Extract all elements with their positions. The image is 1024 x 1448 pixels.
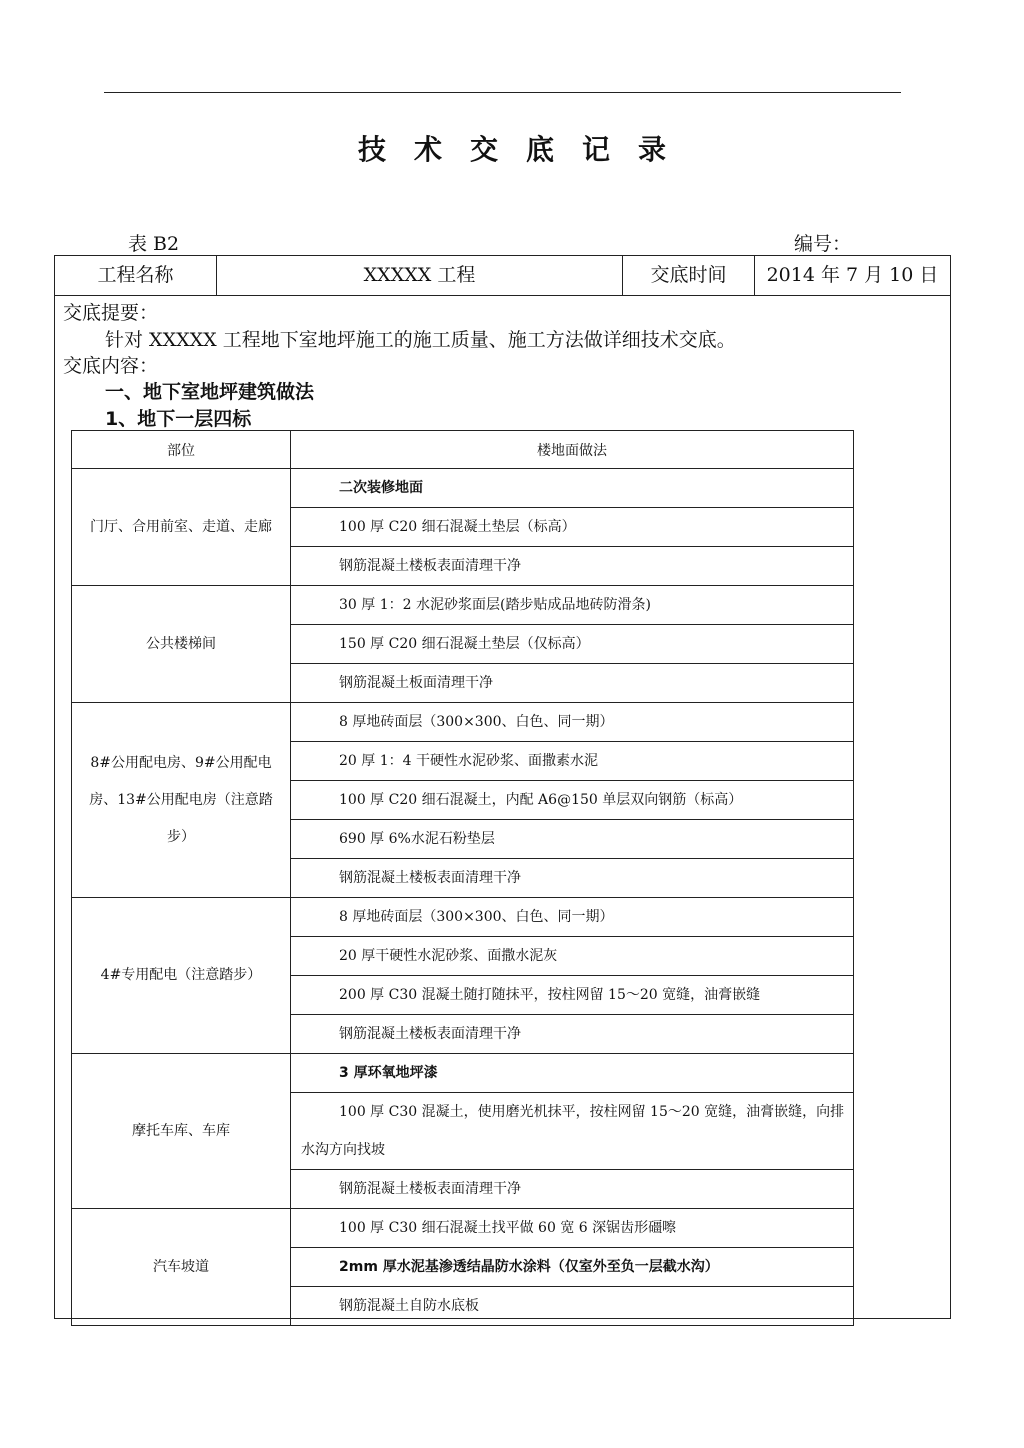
project-name-label: 工程名称 [55, 256, 217, 295]
method-cell: 3 厚环氧地坪漆 [291, 1054, 854, 1093]
method-cell: 8 厚地砖面层（300×300、白色、同一期） [291, 898, 854, 937]
part-cell: 门厅、合用前室、走道、走廊 [72, 469, 291, 586]
table-row [72, 1209, 854, 1248]
table-row [72, 469, 854, 508]
part-cell: 4#专用配电（注意踏步） [72, 898, 291, 1054]
method-cell: 钢筋混凝土楼板表面清理干净 [291, 1015, 854, 1054]
part-cell: 摩托车库、车库 [72, 1054, 291, 1209]
project-name-value: XXXXX 工程 [217, 256, 623, 295]
part-cell: 8#公用配电房、9#公用配电房、13#公用配电房（注意踏步） [72, 703, 291, 898]
method-cell: 2mm 厚水泥基渗透结晶防水涂料（仅室外至负一层截水沟） [291, 1248, 854, 1287]
table-row [72, 898, 854, 937]
method-cell: 100 厚 C20 细石混凝土垫层（标高） [291, 508, 854, 547]
summary-text: 针对 XXXXX 工程地下室地坪施工的施工质量、施工方法做详细技术交底。 [105, 329, 736, 351]
method-cell: 150 厚 C20 细石混凝土垫层（仅标高） [291, 625, 854, 664]
header-row [55, 256, 950, 296]
top-rule [104, 92, 901, 93]
method-cell: 钢筋混凝土楼板表面清理干净 [291, 859, 854, 898]
table-row [72, 1054, 854, 1093]
part-cell: 公共楼梯间 [72, 586, 291, 703]
method-cell: 二次装修地面 [291, 469, 854, 508]
method-cell: 100 厚 C30 细石混凝土找平做 60 宽 6 深锯齿形礓嚓 [291, 1209, 854, 1248]
method-cell: 20 厚干硬性水泥砂浆、面撒水泥灰 [291, 937, 854, 976]
table-header-row [72, 431, 854, 469]
method-cell: 钢筋混凝土自防水底板 [291, 1287, 854, 1326]
floor-method-table [71, 430, 854, 1326]
sub-heading: 1、地下一层四标 [105, 408, 252, 430]
summary-label: 交底提要： [63, 302, 159, 324]
method-cell: 100 厚 C20 细石混凝土，内配 A6@150 单层双向钢筋（标高） [291, 781, 854, 820]
section-heading: 一、地下室地坪建筑做法 [105, 381, 315, 403]
method-cell: 钢筋混凝土楼板表面清理干净 [291, 547, 854, 586]
table-row [72, 586, 854, 625]
form-code: 表 B2 [128, 233, 180, 255]
content-label: 交底内容： [63, 355, 159, 377]
method-cell: 200 厚 C30 混凝土随打随抹平，按柱网留 15～20 宽缝，油膏嵌缝 [291, 976, 854, 1015]
column-header-method: 楼地面做法 [291, 431, 854, 469]
method-cell: 20 厚 1：4 干硬性水泥砂浆、面撒素水泥 [291, 742, 854, 781]
method-cell: 30 厚 1：2 水泥砂浆面层(踏步贴成品地砖防滑条) [291, 586, 854, 625]
method-cell: 钢筋混凝土板面清理干净 [291, 664, 854, 703]
document-title: 技术交底记录 [357, 133, 694, 166]
method-cell: 690 厚 6%水泥石粉垫层 [291, 820, 854, 859]
part-cell: 汽车坡道 [72, 1209, 291, 1326]
method-cell: 8 厚地砖面层（300×300、白色、同一期） [291, 703, 854, 742]
method-cell: 钢筋混凝土楼板表面清理干净 [291, 1170, 854, 1209]
method-cell: 100 厚 C30 混凝土，使用磨光机抹平，按柱网留 15～20 宽缝，油膏嵌缝，向排水沟方向找坡 [291, 1093, 854, 1170]
column-header-part: 部位 [72, 431, 291, 469]
table-row [72, 703, 854, 742]
time-value: 2014 年 7 月 10 日 [766, 264, 939, 286]
number-label: 编号： [794, 233, 852, 255]
time-label: 交底时间 [623, 256, 755, 295]
